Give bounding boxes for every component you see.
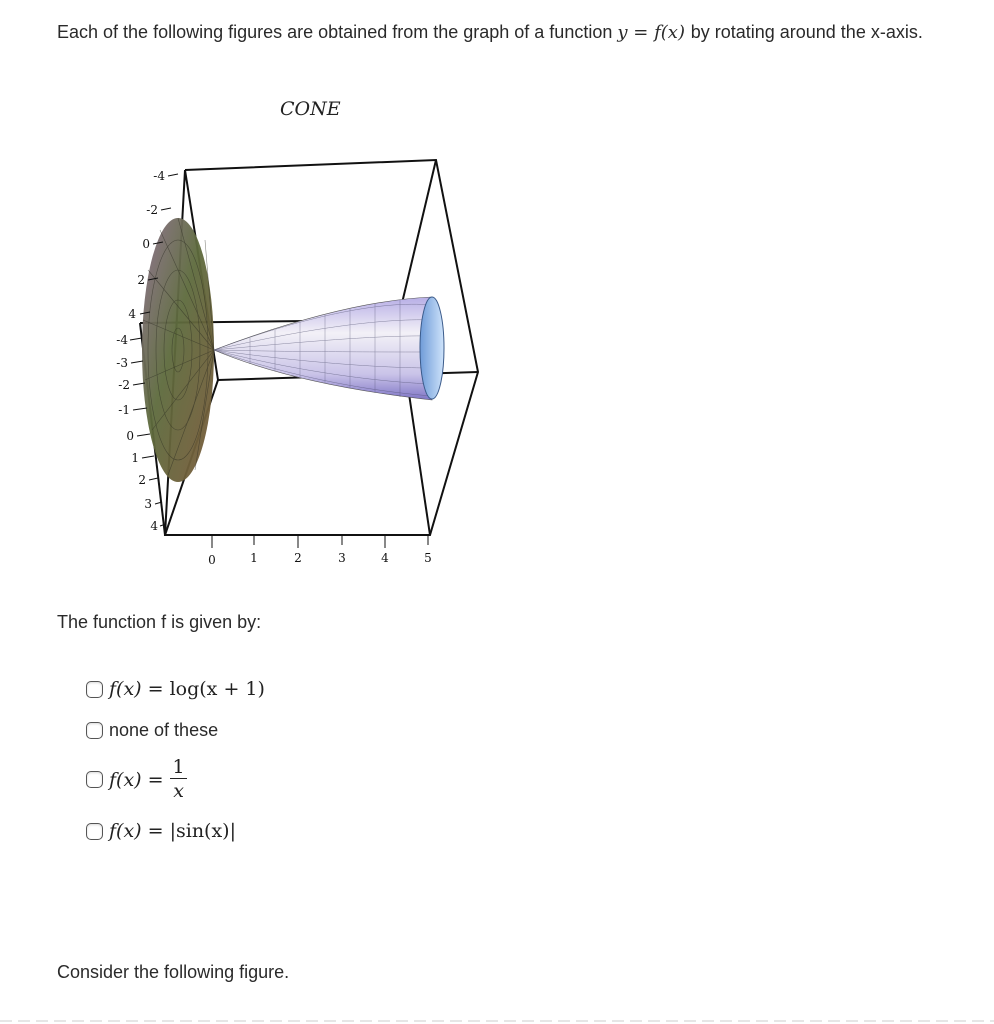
option-none[interactable] xyxy=(86,720,218,741)
option-abs-sin-checkbox[interactable] xyxy=(86,823,103,840)
option-reciprocal[interactable] xyxy=(86,756,188,803)
math-fx: f(x) xyxy=(654,22,685,43)
option-log-checkbox[interactable] xyxy=(86,681,103,698)
z-tick-0: -4 xyxy=(116,333,128,347)
x-tick-1: 1 xyxy=(250,551,258,565)
z-tick-2: -2 xyxy=(118,378,130,392)
math-y: y xyxy=(617,22,628,43)
option-log[interactable] xyxy=(86,678,265,700)
x-tick-5: 5 xyxy=(424,551,432,565)
y-tick-back-1: -2 xyxy=(146,203,158,217)
option-abs-sin-label xyxy=(109,820,236,842)
option-log-eq: = xyxy=(147,678,164,700)
y-tick-back-2: 0 xyxy=(142,237,150,251)
problem-intro xyxy=(57,18,937,47)
x-tick-2: 2 xyxy=(294,551,302,565)
x-tick-3: 3 xyxy=(338,551,346,565)
option-reciprocal-fraction xyxy=(170,756,188,803)
option-none-checkbox[interactable] xyxy=(86,722,103,739)
fraction-denominator: x xyxy=(170,778,187,803)
option-abs-sin[interactable] xyxy=(86,820,236,842)
footer-text: Consider the following figure. xyxy=(57,962,290,982)
option-abs-sin-eq: = xyxy=(147,820,164,842)
cone-surface xyxy=(214,297,444,400)
option-log-label xyxy=(109,678,265,700)
intro-text-before: Each of the following figures are obtained from the graph of a function xyxy=(57,22,613,42)
z-tick-8: 4 xyxy=(150,519,158,533)
x-tick-0: 0 xyxy=(208,553,216,567)
z-tick-3: -1 xyxy=(118,403,130,417)
fraction-numerator: 1 xyxy=(172,756,185,778)
option-log-rhs: log(x + 1) xyxy=(169,678,265,700)
option-abs-sin-rhs: |sin(x)| xyxy=(169,820,237,842)
z-tick-5: 1 xyxy=(131,451,139,465)
option-abs-sin-lhs: f(x) xyxy=(109,820,142,842)
question-text: The function f is given by: xyxy=(57,612,262,632)
bottom-divider xyxy=(0,1020,994,1022)
figure-title: CONE xyxy=(280,98,341,120)
z-tick-4: 0 xyxy=(126,429,134,443)
math-equals: = xyxy=(633,22,649,43)
z-tick-6: 2 xyxy=(138,473,146,487)
z-tick-1: -3 xyxy=(116,356,128,370)
option-reciprocal-checkbox[interactable] xyxy=(86,771,103,788)
option-log-lhs: f(x) xyxy=(109,678,142,700)
intro-text-after: by rotating around the x-axis. xyxy=(690,22,923,42)
z-tick-7: 3 xyxy=(144,497,152,511)
option-reciprocal-lhs: f(x) xyxy=(109,768,142,791)
x-tick-4: 4 xyxy=(381,551,389,565)
option-reciprocal-eq: = xyxy=(147,768,164,791)
intro-math xyxy=(617,22,690,43)
y-tick-back-4: 4 xyxy=(128,307,136,321)
option-none-label: none of these xyxy=(109,720,219,740)
y-tick-back-0: -4 xyxy=(153,169,165,183)
cone-plot-svg xyxy=(90,150,490,580)
y-tick-back-3: 2 xyxy=(137,273,145,287)
cone-figure xyxy=(90,150,490,585)
option-reciprocal-label xyxy=(109,756,188,803)
disc-surface xyxy=(142,218,214,482)
